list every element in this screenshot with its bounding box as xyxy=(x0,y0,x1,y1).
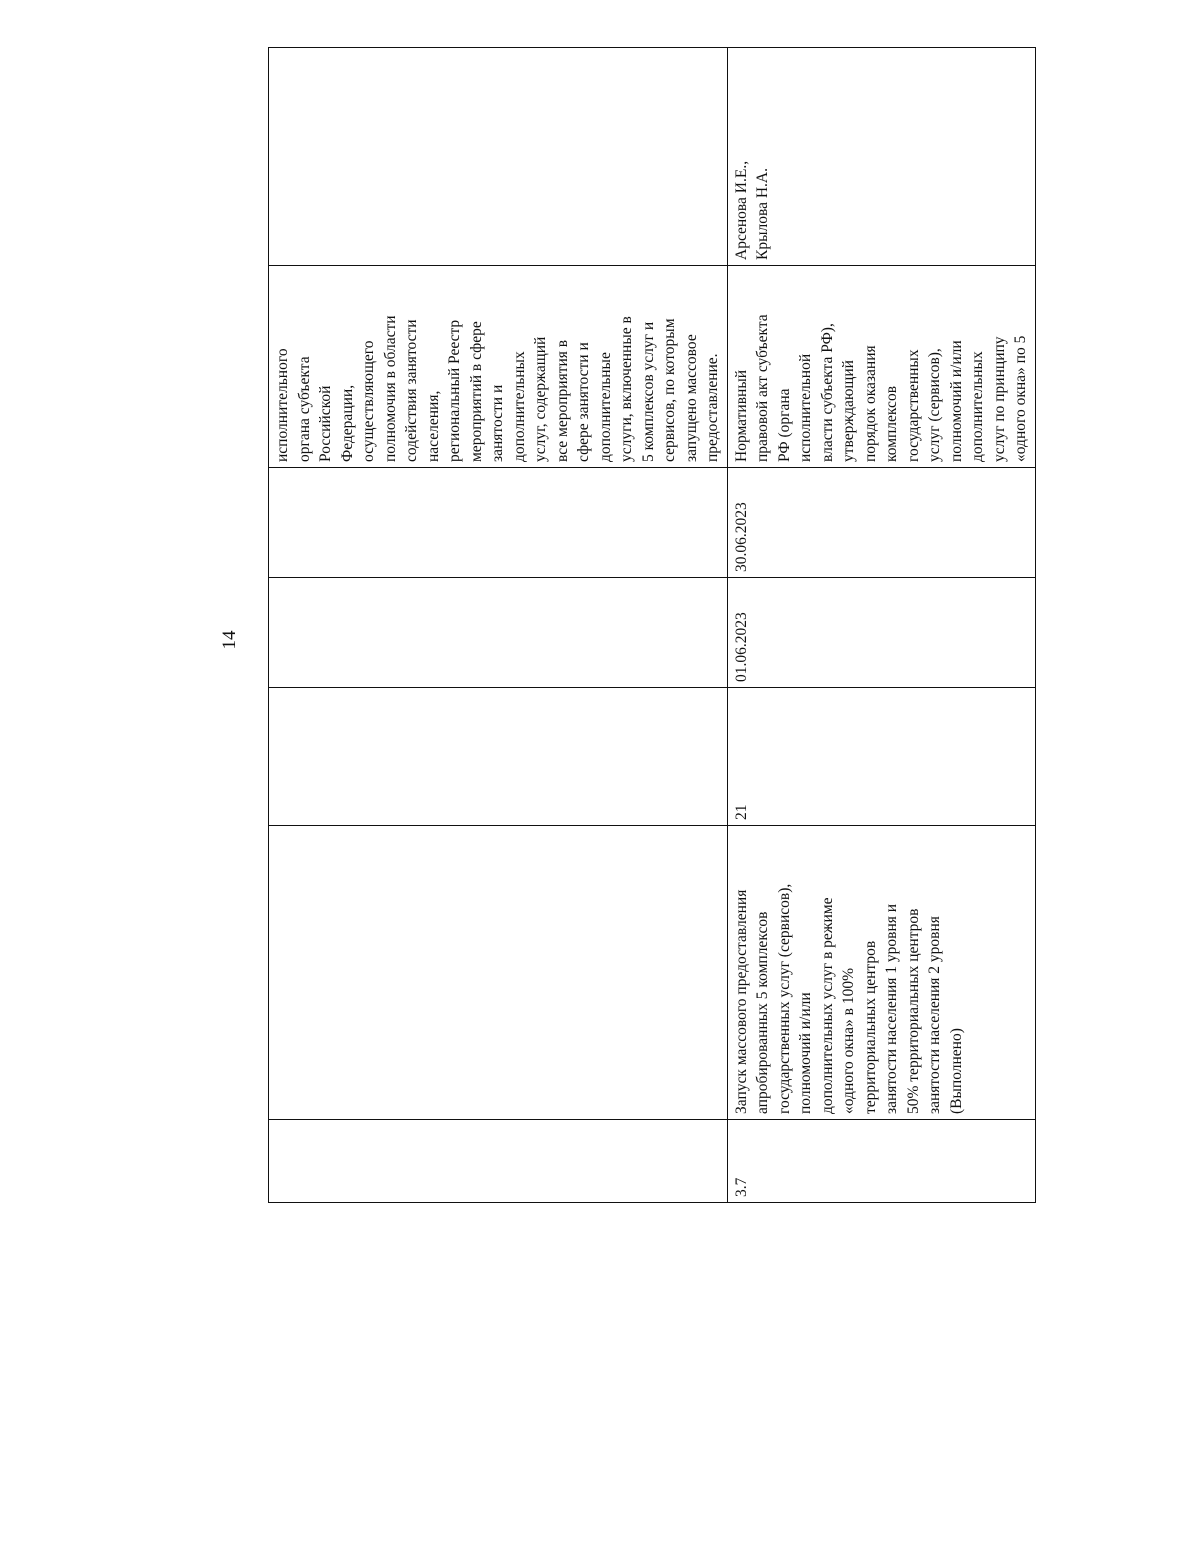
table-row-continued xyxy=(269,48,728,1203)
cell-start-date xyxy=(269,578,728,688)
cell-number xyxy=(269,1120,728,1203)
page-number: 14 xyxy=(219,630,240,650)
table-row-3-7 xyxy=(727,48,1035,1203)
cell-result-document: Нормативный правовой акт субъекта РФ (органа исполнительной власти субъекта РФ), утверждающий порядок оказания комплексов государственных услуг (сервисов), полномочий и/или дополнительных услуг по принципу «одного окна» по 5 xyxy=(727,266,1035,468)
rotated-table-wrapper xyxy=(268,48,1029,1203)
plan-table xyxy=(268,47,1036,1203)
cell-result-document: исполнительного органа субъекта Российской Федерации, осуществляющего полномочия в области содействия занятости населения, региональный Реестр мероприятий в сфере занятости и дополнительных услуг, содержащий все мероприятия в сфере занятости и дополнительные услуги, включенные в 5 комплексов услуг и сервисов, по которым запущено массовое предоставление. xyxy=(269,266,728,468)
cell-event: Запуск массового предоставления апробированных 5 комплексов государственных услуг (сервисов), полномочий и/или дополнительных услуг в режиме «одного окна» в 100% территориальных центров занятости населения 1 уровня и 50% территориальных центров занятости населения 2 уровня (Выполнено) xyxy=(727,826,1035,1120)
cell-indicator xyxy=(269,688,728,826)
cell-number: 3.7 xyxy=(727,1120,1035,1203)
cell-responsible xyxy=(269,48,728,266)
cell-indicator: 21 xyxy=(727,688,1035,826)
cell-start-date: 01.06.2023 xyxy=(727,578,1035,688)
cell-end-date xyxy=(269,468,728,578)
cell-event xyxy=(269,826,728,1120)
cell-end-date: 30.06.2023 xyxy=(727,468,1035,578)
cell-responsible: Арсенова И.Е., Крылова Н.А. xyxy=(727,48,1035,266)
